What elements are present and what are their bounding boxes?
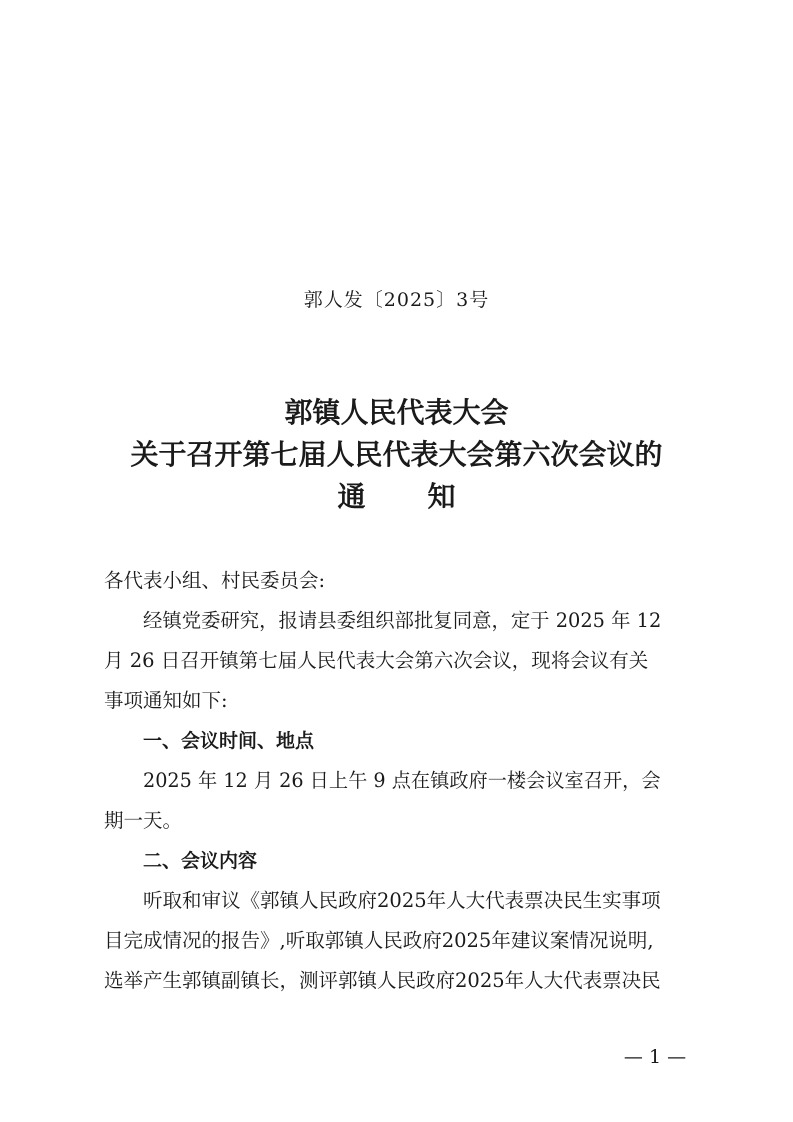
title-char-right: 知 [427, 480, 456, 513]
title-line-1: 郭镇人民代表大会 [284, 396, 509, 429]
section-1-line-1: 2025 年 12 月 26 日上午 9 点在镇政府一楼会议室召开，会 [143, 769, 661, 792]
title-line-2: 关于召开第七届人民代表大会第六次会议的 [130, 438, 663, 471]
section-2-line-3: 选举产生郭镇副镇长，测评郭镇人民政府2025年人大代表票决民 [104, 969, 661, 992]
document-number: 郭人发〔2025〕3号 [303, 289, 490, 311]
salutation: 各代表小组、村民委员会: [104, 569, 326, 592]
intro-paragraph [104, 601, 700, 641]
intro-line-2: 月 26 日召开镇第七届人民代表大会第六次会议，现将会议有关 [104, 649, 649, 672]
section-2-paragraph [104, 881, 700, 921]
section-2-heading: 二、会议内容 [143, 850, 258, 872]
intro-line-3: 事项通知如下: [104, 689, 228, 712]
intro-paragraph-cont [104, 641, 700, 721]
section-2-paragraph-cont [104, 921, 700, 1001]
intro-line-1: 经镇党委研究，报请县委组织部批复同意，定于 2025 年 12 [143, 609, 662, 632]
page-number: — 1 — [623, 1046, 687, 1068]
section-1-paragraph-cont [104, 801, 700, 841]
title-line-3 [0, 476, 793, 518]
section-1-heading: 一、会议时间、地点 [143, 730, 315, 752]
section-1-line-2: 期一天。 [104, 809, 183, 832]
section-2-line-1: 听取和审议《郭镇人民政府2025年人大代表票决民生实事项 [143, 889, 661, 912]
title-char-left: 通 [337, 480, 366, 513]
document-title [0, 392, 793, 518]
section-1-paragraph [104, 761, 700, 801]
section-2-line-2: 目完成情况的报告》,听取郭镇人民政府2025年建议案情况说明, [104, 929, 654, 952]
document-body [104, 561, 700, 1001]
